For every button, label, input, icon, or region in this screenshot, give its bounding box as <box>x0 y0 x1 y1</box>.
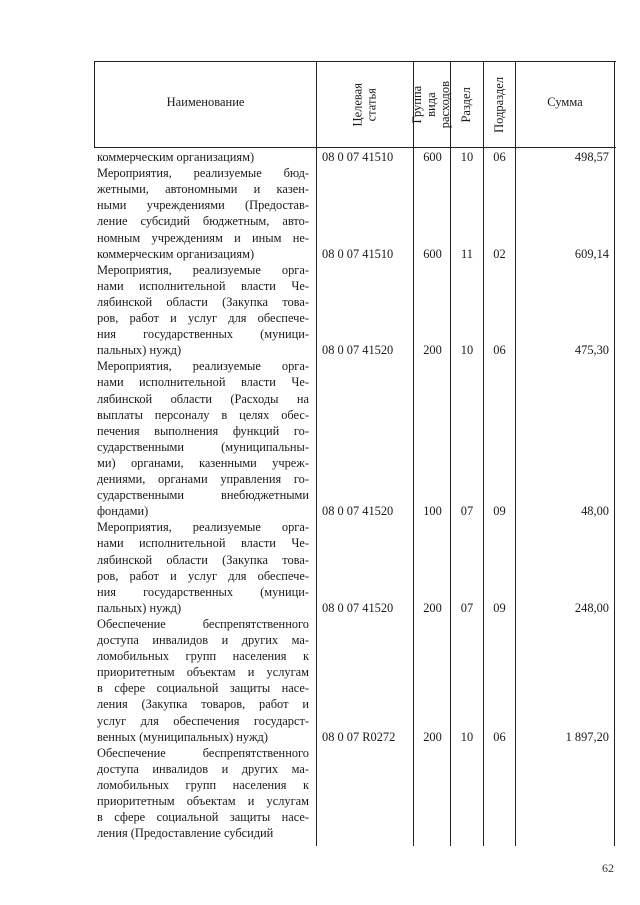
row-name-line: ров, работ и услуг для обеспече- <box>97 311 309 325</box>
row-name-line: услуг для обеспечения государст- <box>97 713 309 728</box>
row-group: 200 <box>423 600 442 615</box>
row-name-line: сударственными внебюджетными <box>97 488 309 503</box>
row-group: 600 <box>423 246 442 261</box>
row-name-line: пальных) нужд) <box>97 343 182 358</box>
row-name-line: коммерческим организациям) <box>97 150 255 164</box>
header-name: Наименование <box>166 95 245 109</box>
row-subsection: 06 <box>493 150 506 164</box>
row-group: 200 <box>423 343 442 358</box>
row-section: 10 <box>460 150 474 164</box>
header-section-label: Раздел <box>459 86 474 123</box>
row-name-line: ния государственных (муници- <box>97 584 309 599</box>
header-bottom-border <box>94 147 616 148</box>
row-section: 07 <box>460 504 474 519</box>
header-sum: Сумма <box>547 95 583 109</box>
header-article <box>317 62 413 147</box>
row-name-line: жетными, автономными и казен- <box>97 182 309 197</box>
row-article: 08 0 07 41510 <box>322 150 394 164</box>
row-subsection: 06 <box>493 343 506 358</box>
row-group: 100 <box>423 504 442 519</box>
row-sum: 609,14 <box>574 246 609 261</box>
row-name-line: Обеспечение беспрепятственного <box>97 745 309 760</box>
header-section <box>451 62 483 147</box>
header-article-label: Целевая статья <box>350 82 378 127</box>
row-name-line: ми) органами, казенными учреж- <box>97 455 309 470</box>
row-name-line: ров, работ и услуг для обеспече- <box>97 568 309 583</box>
row-name-line: дениями, органами управления го- <box>97 472 309 486</box>
row-name-line: ломобильных групп населения к <box>97 649 309 664</box>
header-group <box>410 62 452 147</box>
row-article: 08 0 07 41510 <box>322 246 394 261</box>
row-name-line: в сфере социальной защиты насе- <box>97 681 309 696</box>
row-subsection: 09 <box>493 504 506 519</box>
row-name-line: номным учреждениям и иным не- <box>97 230 309 245</box>
row-subsection: 02 <box>493 246 506 261</box>
row-name-line: приоритетным объектам и услугам <box>97 665 309 680</box>
row-section: 10 <box>460 729 474 744</box>
row-sum: 475,30 <box>574 343 609 358</box>
column-divider-article <box>413 61 414 846</box>
row-article: 08 0 07 R0272 <box>322 729 396 744</box>
row-name-line: Мероприятия, реализуемые орга- <box>97 359 309 374</box>
column-divider-name <box>316 61 317 846</box>
row-name-line: ными учреждениями (Предостав- <box>97 198 309 213</box>
row-name-line: ления (Закупка товаров, работ и <box>97 697 309 712</box>
table-right-border <box>614 61 615 846</box>
page-number: 62 <box>602 861 614 875</box>
header-subsection-label: Подраздел <box>491 76 506 133</box>
row-sum: 248,00 <box>574 600 609 615</box>
row-name-line: ломобильных групп населения к <box>97 777 309 792</box>
row-name-line: выплаты персоналу в целях обес- <box>97 407 309 422</box>
row-section: 07 <box>460 600 474 615</box>
row-sum: 48,00 <box>581 504 609 519</box>
row-sum: 1 897,20 <box>565 729 609 744</box>
column-divider-subsection <box>515 61 516 846</box>
row-article: 08 0 07 41520 <box>322 504 394 519</box>
row-article: 08 0 07 41520 <box>322 343 394 358</box>
row-name-line: Мероприятия, реализуемые бюд- <box>97 166 309 181</box>
row-name-line: нами исполнительной власти Че- <box>97 278 309 293</box>
header-subsection <box>484 62 515 147</box>
row-name-line: венных (муниципальных) нужд) <box>97 729 268 744</box>
row-name-line: лябинской области (Закупка това- <box>97 294 309 309</box>
row-name-line: доступа инвалидов и других ма- <box>97 633 309 647</box>
row-subsection: 06 <box>493 729 506 744</box>
row-name-line: ления (Предоставление субсидий <box>97 826 274 841</box>
row-name-line: доступа инвалидов и других ма- <box>97 761 309 776</box>
row-name-line: печения выполнения функций го- <box>97 423 309 438</box>
row-name-line: нами исполнительной власти Че- <box>97 375 309 390</box>
row-subsection: 09 <box>493 600 506 615</box>
row-name-line: нами исполнительной власти Че- <box>97 536 309 551</box>
header-group-label: Группа вида расходов <box>410 80 452 129</box>
row-group: 600 <box>423 150 442 164</box>
row-name-line: ление субсидий бюджетным, авто- <box>97 214 309 229</box>
row-group: 200 <box>423 729 442 744</box>
row-section: 10 <box>460 343 474 358</box>
row-name-line: пальных) нужд) <box>97 600 182 615</box>
row-name-line: ния государственных (муници- <box>97 327 309 342</box>
row-name-line: фондами) <box>97 504 149 519</box>
row-name-line: Обеспечение беспрепятственного <box>97 616 309 631</box>
row-name-line: сударственными (муниципальны- <box>97 439 309 454</box>
row-sum: 498,57 <box>574 150 609 164</box>
row-name-line: Мероприятия, реализуемые орга- <box>97 262 309 277</box>
row-name-line: лябинской области (Закупка това- <box>97 552 309 567</box>
row-name-line: коммерческим организациям) <box>97 246 255 261</box>
row-name-line: Мероприятия, реализуемые орга- <box>97 520 309 535</box>
row-article: 08 0 07 41520 <box>322 600 394 615</box>
row-section: 11 <box>461 246 473 261</box>
row-name-line: в сфере социальной защиты насе- <box>97 810 309 825</box>
row-name-line: лябинской области (Расходы на <box>97 391 309 406</box>
row-name-line: приоритетным объектам и услугам <box>97 794 309 808</box>
